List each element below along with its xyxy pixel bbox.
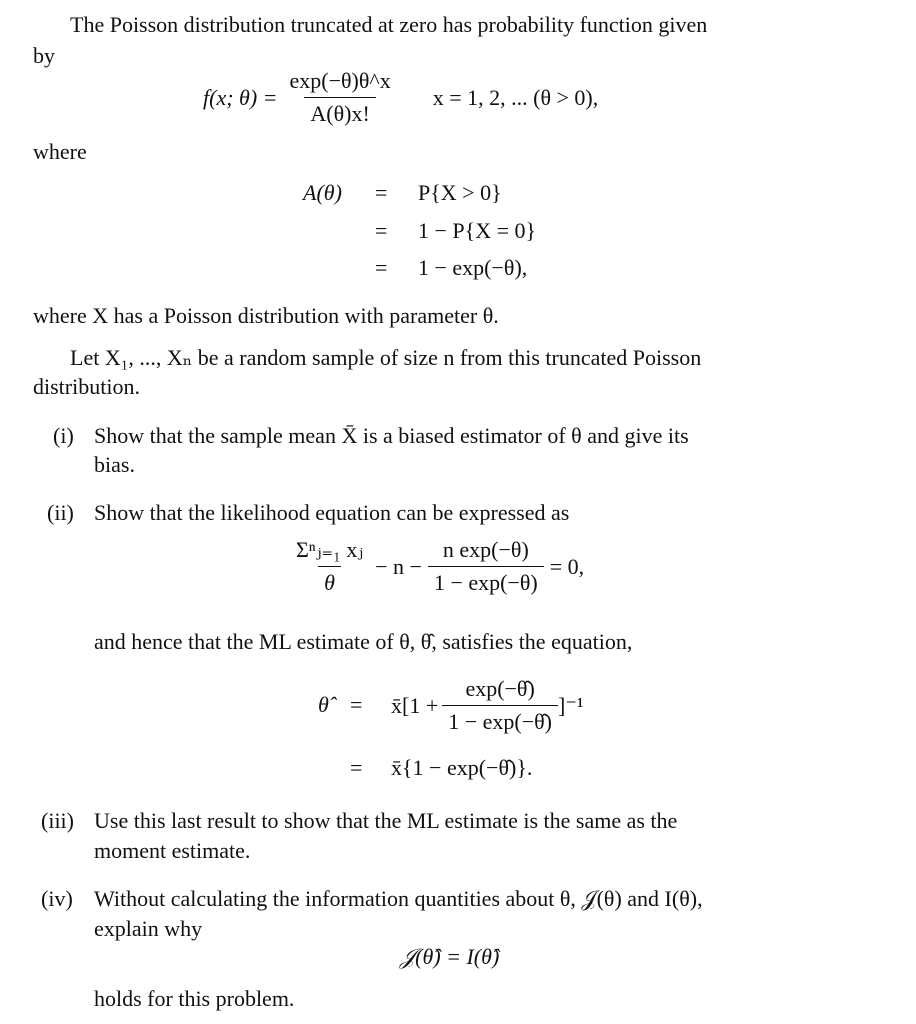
- ml-row-1-den: 1 − exp(−θ̂): [442, 705, 558, 735]
- likelihood-den-2: 1 − exp(−θ): [428, 566, 544, 596]
- sample-line-1: Let X₁, ..., Xₙ be a random sample of size n from this truncated Poisson: [70, 345, 702, 370]
- likelihood-num-1: Σⁿⱼ₌₁ xⱼ: [296, 537, 364, 562]
- part-iii-line-2: moment estimate.: [94, 838, 251, 863]
- ml-lhs-theta-hat: θ̂: [318, 692, 329, 717]
- part-ii-line-1: Show that the likelihood equation can be expressed as: [94, 500, 570, 525]
- part-iii-label: (iii): [41, 808, 74, 833]
- formula-f-fraction: [284, 68, 397, 127]
- ml-eq-1: =: [350, 692, 363, 717]
- intro-line-1: The Poisson distribution truncated at zero has probability function given: [70, 12, 708, 37]
- likelihood-den-1: θ: [318, 566, 341, 596]
- where-1: where: [33, 139, 87, 164]
- ml-row-1-prefix: x̄[1 +: [391, 692, 439, 718]
- ml-eq-2: =: [350, 755, 363, 780]
- ml-row-1-num: exp(−θ̂): [465, 676, 535, 701]
- part-i-line-1: Show that the sample mean X̄ is a biased estimator of θ and give its: [94, 423, 689, 448]
- formula-A-eq-1: =: [375, 180, 388, 205]
- part-iv-label: (iv): [41, 886, 73, 911]
- likelihood-rhs: = 0,: [549, 553, 585, 579]
- likelihood-fraction-1: [290, 537, 369, 596]
- likelihood-equation: [290, 537, 584, 596]
- formula-A-lhs: A(θ): [303, 180, 342, 205]
- part-ii-line-2: and hence that the ML estimate of θ, θ̂, satisfies the equation,: [94, 629, 633, 654]
- likelihood-mid: − n −: [375, 553, 422, 579]
- formula-A-row-1: P{X > 0}: [418, 180, 502, 205]
- part-iv-line-2: explain why: [94, 916, 203, 941]
- part-iv-line-3: holds for this problem.: [94, 986, 295, 1011]
- part-iii-line-1: Use this last result to show that the ML estimate is the same as the: [94, 808, 678, 833]
- formula-f-num: exp(−θ)θ^x: [289, 68, 391, 93]
- part-iv-line-1: Without calculating the information quantities about θ, 𝒥(θ) and I(θ),: [94, 886, 703, 911]
- formula-A-eq-2: =: [375, 218, 388, 243]
- sample-line-2: distribution.: [33, 374, 140, 399]
- formula-f-range: x = 1, 2, ... (θ > 0),: [432, 84, 599, 110]
- formula-f-lhs: f(x; θ) =: [203, 84, 278, 110]
- part-ii-label: (ii): [47, 500, 74, 525]
- ml-row-1-fraction: [442, 676, 558, 735]
- formula-A-row-2: 1 − P{X = 0}: [418, 218, 537, 243]
- formula-A-row-3: 1 − exp(−θ),: [418, 255, 528, 280]
- likelihood-fraction-2: [428, 537, 544, 596]
- formula-f-den: A(θ)x!: [304, 97, 375, 127]
- formula-A-eq-3: =: [375, 255, 388, 280]
- info-equation: 𝒥(θ̂) = I(θ̂): [400, 944, 500, 969]
- part-i-line-2: bias.: [94, 452, 135, 477]
- ml-row-1-suffix: ]⁻¹: [558, 692, 584, 718]
- where-2: where X has a Poisson distribution with parameter θ.: [33, 303, 499, 328]
- part-i-label: (i): [53, 423, 74, 448]
- intro-line-2: by: [33, 43, 55, 68]
- likelihood-num-2: n exp(−θ): [442, 537, 529, 562]
- ml-row-1: [391, 676, 584, 735]
- ml-row-2: x̄{1 − exp(−θ̂)}.: [391, 755, 533, 780]
- formula-f: [203, 68, 598, 127]
